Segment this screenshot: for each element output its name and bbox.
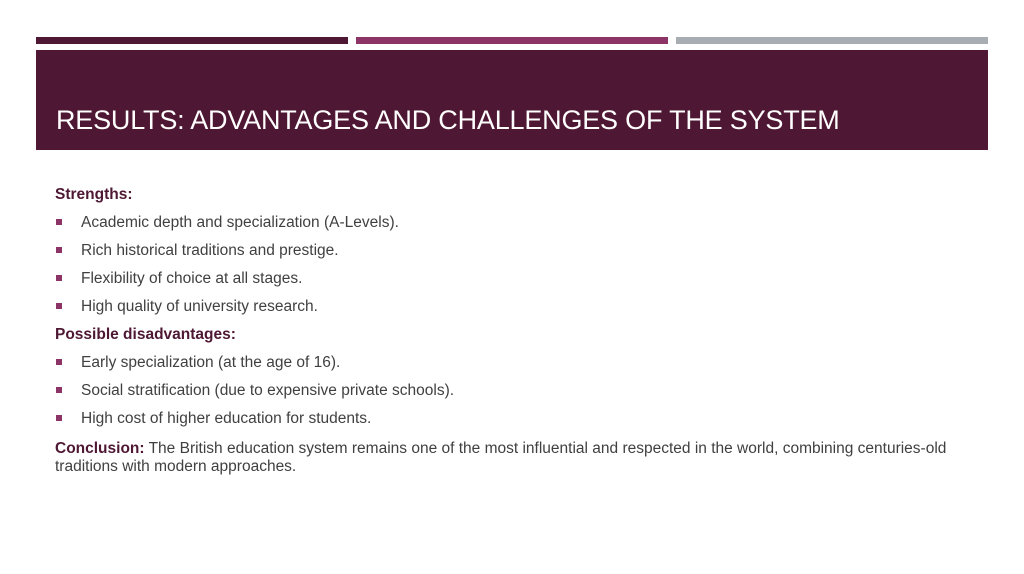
list-item bbox=[55, 242, 955, 270]
square-bullet-icon bbox=[56, 275, 62, 281]
square-bullet-icon bbox=[56, 415, 62, 421]
list-item bbox=[55, 382, 955, 410]
square-bullet-icon bbox=[56, 359, 62, 365]
slide-content bbox=[55, 186, 955, 476]
list-item-text: Academic depth and specialization (A-Levels). bbox=[81, 214, 399, 231]
list-item bbox=[55, 270, 955, 298]
list-item bbox=[55, 214, 955, 242]
disadvantages-list bbox=[55, 354, 955, 438]
list-item-text: High quality of university research. bbox=[81, 298, 318, 315]
strengths-heading: Strengths: bbox=[55, 186, 133, 203]
list-item-text: Rich historical traditions and prestige. bbox=[81, 242, 339, 259]
conclusion-paragraph bbox=[55, 438, 955, 476]
conclusion-text: The British education system remains one of the most influential and respected in the world, combining centuries-old traditions with modern approaches. bbox=[55, 440, 947, 475]
accent-bar-medium bbox=[356, 37, 668, 44]
square-bullet-icon bbox=[56, 303, 62, 309]
list-item bbox=[55, 354, 955, 382]
list-item bbox=[55, 298, 955, 326]
square-bullet-icon bbox=[56, 387, 62, 393]
list-item-text: High cost of higher education for students. bbox=[81, 410, 372, 427]
square-bullet-icon bbox=[56, 247, 62, 253]
list-item-text: Flexibility of choice at all stages. bbox=[81, 270, 303, 287]
accent-bar-gray bbox=[676, 37, 988, 44]
strengths-list bbox=[55, 214, 955, 326]
title-band bbox=[36, 50, 988, 150]
slide-title: RESULTS: ADVANTAGES AND CHALLENGES OF THE SYSTEM bbox=[56, 105, 840, 135]
list-item-text: Early specialization (at the age of 16). bbox=[81, 354, 341, 371]
conclusion-label: Conclusion: bbox=[55, 440, 145, 457]
square-bullet-icon bbox=[56, 219, 62, 225]
disadvantages-heading: Possible disadvantages: bbox=[55, 326, 236, 343]
list-item-text: Social stratification (due to expensive private schools). bbox=[81, 382, 455, 399]
accent-bar-dark bbox=[36, 37, 348, 44]
list-item bbox=[55, 410, 955, 438]
